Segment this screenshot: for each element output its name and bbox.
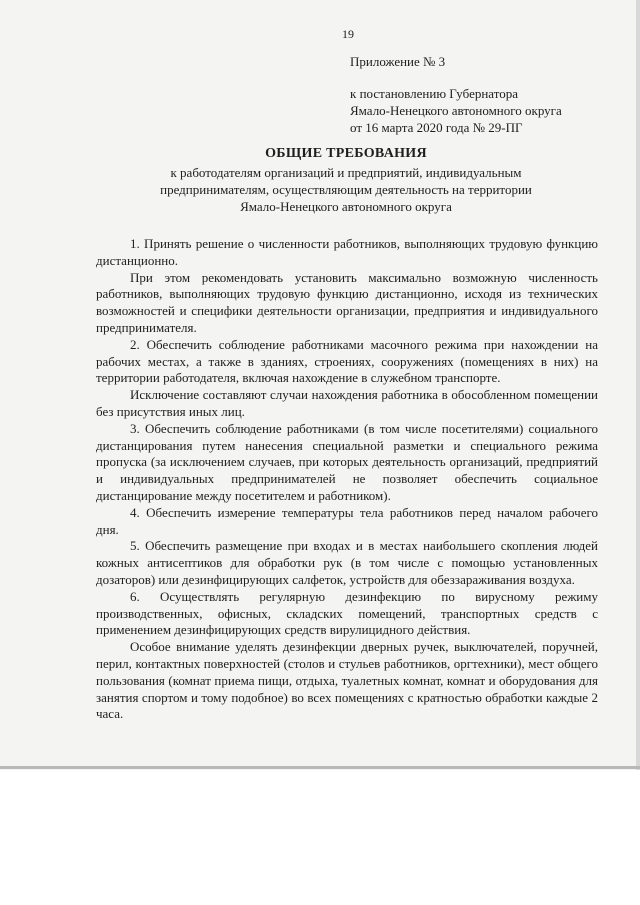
page-bottom-edge bbox=[0, 766, 640, 769]
title-line-3: Ямало-Ненецкого автономного округа bbox=[240, 199, 452, 214]
appendix-label: Приложение № 3 bbox=[350, 54, 446, 69]
appendix-header bbox=[350, 53, 562, 136]
paragraph: 6. Осуществлять регулярную дезинфекцию по вирусному режиму производственных, офисных, складских помещений, транспортных средств с применением дезинфицирующих средств вирулицидного действия. bbox=[96, 588, 598, 638]
document-body bbox=[96, 236, 598, 723]
appendix-line-1: к постановлению Губернатора bbox=[350, 86, 519, 101]
paragraph: 2. Обеспечить соблюдение работниками масочного режима при нахождении на рабочих местах, а также в зданиях, строениях, сооружениях (помещениях в них) на территории работодателя, включая нахождение в служебном транспорте. bbox=[96, 336, 598, 386]
scan-right-edge bbox=[636, 0, 640, 770]
document-title-block bbox=[96, 146, 596, 215]
document-heading: ОБЩИЕ ТРЕБОВАНИЯ bbox=[265, 146, 427, 161]
paragraph: 3. Обеспечить соблюдение работниками (в том числе посетителями) социального дистанцирования путем нанесения специальной разметки и специального режима пропуска (за исключением случаев, при которых деятельность организаций, предприятий и индивидуальных предпринимателей не позволяет обеспечить социальное дистанцирование между посетителем и работником). bbox=[96, 420, 598, 503]
title-line-1: к работодателям организаций и предприятий, индивидуальным bbox=[170, 165, 522, 180]
paragraph: 4. Обеспечить измерение температуры тела работников перед началом рабочего дня. bbox=[96, 504, 598, 537]
appendix-line-3: от 16 марта 2020 года № 29-ПГ bbox=[350, 120, 523, 135]
appendix-line-2: Ямало-Ненецкого автономного округа bbox=[350, 103, 562, 118]
paragraph: 5. Обеспечить размещение при входах и в местах наибольшего скопления людей кожных антисептиков для обработки рук (в том числе с помощью установленных дозаторов) или дезинфицирующих салфеток, устройств для обеззараживания воздуха. bbox=[96, 538, 598, 587]
paragraph: При этом рекомендовать установить максимально возможную численность работников, выполняющих трудовую функцию дистанционно, исходя из технических возможностей и специфики деятельности организации, предприятия и индивидуального предпринимателя. bbox=[96, 269, 598, 335]
paragraph: 1. Принять решение о численности работников, выполняющих трудовую функцию дистанционно. bbox=[96, 236, 598, 268]
paragraph: Особое внимание уделять дезинфекции дверных ручек, выключателей, поручней, перил, контактных поверхностей (столов и стульев работников, оргтехники), мест общего пользования (комнат приема пищи, отдыха, туалетных комнат, комнат и оборудования для занятия спортом и тому подобное) во всех помещениях с кратностью обработки каждые 2 часа. bbox=[96, 639, 598, 722]
paragraph: Исключение составляют случаи нахождения работника в обособленном помещении без присутствия иных лиц. bbox=[96, 387, 598, 419]
page-number: 19 bbox=[342, 27, 354, 41]
title-line-2: предпринимателям, осуществляющим деятельность на территории bbox=[160, 182, 532, 197]
